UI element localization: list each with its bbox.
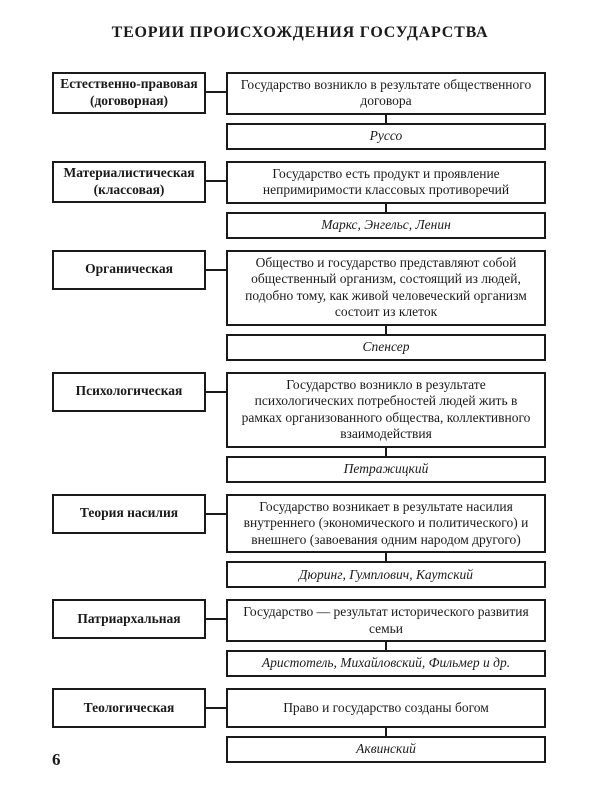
connector-line [206, 91, 226, 93]
theory-row [52, 372, 546, 483]
connector-tick [385, 728, 387, 736]
description-box: Государство — результат исторического развития семьи [226, 599, 546, 642]
authors-box: Петражицкий [226, 456, 546, 483]
description-box: Право и государство созданы богом [226, 688, 546, 728]
theory-detail-stack [226, 494, 546, 588]
theory-name-box [52, 72, 206, 114]
description-box: Государство есть продукт и проявление непримиримости классовых противоречий [226, 161, 546, 204]
theory-name-box [52, 161, 206, 203]
authors-box: Маркс, Энгельс, Ленин [226, 212, 546, 239]
theory-detail-stack [226, 599, 546, 677]
theory-name-line: Патриархальная [77, 610, 181, 626]
description-box: Государство возникает в результате насилия внутреннего (экономического и политического) и внешнего (завоевания одним народом другого) [226, 494, 546, 553]
description-box: Государство возникло в результате общественного договора [226, 72, 546, 115]
theory-row [52, 250, 546, 361]
theory-name-line: Материалистическая [63, 164, 195, 180]
theory-name-line: (классовая) [93, 181, 165, 197]
authors-box: Руссо [226, 123, 546, 150]
theory-detail-stack [226, 250, 546, 361]
theory-detail-stack [226, 688, 546, 763]
connector-tick [385, 326, 387, 334]
connector-line [206, 618, 226, 620]
theory-name-line: Психологическая [75, 383, 183, 399]
theory-detail-stack [226, 161, 546, 239]
connector-tick [385, 553, 387, 561]
authors-box: Аквинский [226, 736, 546, 763]
theory-name-box [52, 250, 206, 290]
page-number: 6 [52, 750, 61, 769]
theory-name-box [52, 599, 206, 639]
theory-name-line: Теологическая [83, 699, 175, 715]
connector-line [206, 180, 226, 182]
theories-diagram [52, 72, 546, 763]
connector-line [206, 513, 226, 515]
connector-tick [385, 448, 387, 456]
connector-line [206, 707, 226, 709]
connector-tick [385, 642, 387, 650]
theory-row [52, 688, 546, 763]
connector-tick [385, 115, 387, 123]
theory-name-line: (договорная) [89, 92, 169, 108]
theory-row [52, 161, 546, 239]
theory-name-box [52, 494, 206, 534]
theory-name-line: Естественно-правовая [60, 76, 198, 91]
theory-name-line: Органическая [85, 261, 173, 277]
theory-name-box [52, 688, 206, 728]
theory-name-line: Теория насилия [79, 505, 179, 521]
theory-row [52, 72, 546, 150]
description-box: Государство возникло в результате психологических потребностей людей жить в рамках организованного общества, коллективного взаимодействия [226, 372, 546, 448]
connector-line [206, 391, 226, 393]
theory-detail-stack [226, 372, 546, 483]
theory-row [52, 599, 546, 677]
description-box: Общество и государство представляют собой общественный организм, состоящий из людей, подобно тому, как живой человеческий организм состоит из клеток [226, 250, 546, 326]
theory-name-box [52, 372, 206, 412]
authors-box: Дюринг, Гумплович, Каутский [226, 561, 546, 588]
connector-line [206, 269, 226, 271]
page-title: ТЕОРИИ ПРОИСХОЖДЕНИЯ ГОСУДАРСТВА [111, 24, 489, 41]
connector-tick [385, 204, 387, 212]
theory-row [52, 494, 546, 588]
authors-box: Спенсер [226, 334, 546, 361]
authors-box: Аристотель, Михайловский, Фильмер и др. [226, 650, 546, 677]
theory-detail-stack [226, 72, 546, 150]
